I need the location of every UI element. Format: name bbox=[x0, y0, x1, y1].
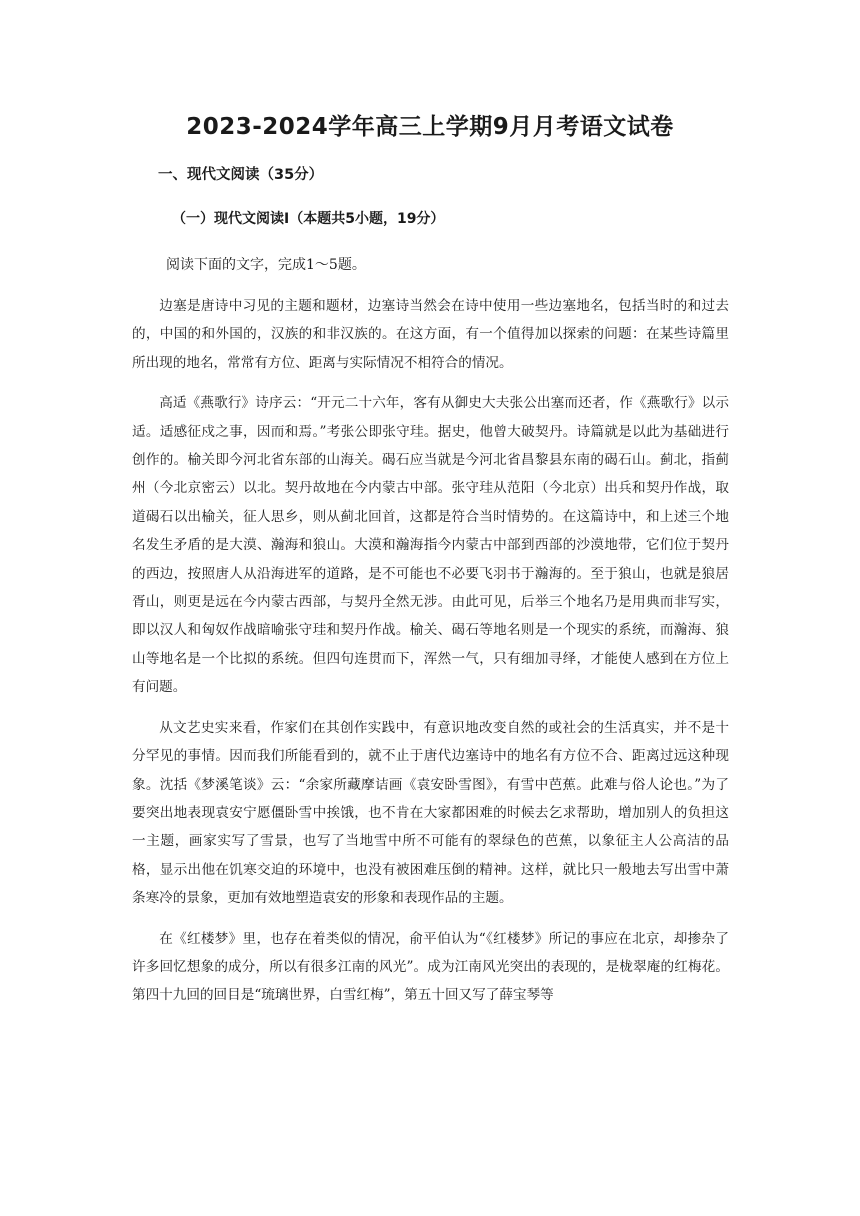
reading-passage bbox=[132, 292, 729, 1022]
passage-paragraph: 边塞是唐诗中习见的主题和题材，边塞诗当然会在诗中使用一些边塞地名，包括当时的和过去的，中国的和外国的，汉族的和非汉族的。在这方面，有一个值得加以探索的问题：在某些诗篇里所出现的地名，常常有方位、距离与实际情况不相符合的情况。 bbox=[132, 298, 729, 371]
passage-paragraph: 高适《燕歌行》诗序云：“开元二十六年，客有从御史大夫张公出塞而还者，作《燕歌行》以示适。适感征戍之事，因而和焉。”考张公即张守珪。据史，他曾大破契丹。诗篇就是以此为基础进行创作的。榆关即今河北省东部的山海关。碣石应当就是今河北省昌黎县东南的碣石山。蓟北，指蓟州（今北京密云）以北。契丹故地在今内蒙古中部。张守珪从范阳（今北京）出兵和契丹作战，取道碣石以出榆关，征人思乡，则从蓟北回首，这都是符合当时情势的。在这篇诗中，和上述三个地名发生矛盾的是大漠、瀚海和狼山。大漠和瀚海指今内蒙古中部到西部的沙漠地带，它们位于契丹的西边，按照唐人从沿海进军的道路，是不可能也不必要飞羽书于瀚海的。至于狼山，也就是狼居胥山，则更是远在今内蒙古西部，与契丹全然无涉。由此可见，后举三个地名乃是用典而非写实，即以汉人和匈奴作战暗喻张守珪和契丹作战。榆关、碣石等地名则是一个现实的系统，而瀚海、狼山等地名是一个比拟的系统。但四句连贯而下，浑然一气，只有细加寻绎，才能使人感到在方位上有问题。 bbox=[132, 395, 729, 696]
reading-instruction: 阅读下面的文字，完成1～5题。 bbox=[166, 257, 366, 273]
subsection-heading-reading-one: （一）现代文阅读Ⅰ（本题共5小题，19分） bbox=[172, 211, 445, 227]
passage-paragraph: 从文艺史实来看，作家们在其创作实践中，有意识地改变自然的或社会的生活真实，并不是十分罕见的事情。因而我们所能看到的，就不止于唐代边塞诗中的地名有方位不合、距离过远这种现象。沈括《梦溪笔谈》云：“余家所藏摩诘画《袁安卧雪图》，有雪中芭蕉。此难与俗人论也。”为了要突出地表现袁安宁愿僵卧雪中挨饿，也不肯在大家都困难的时候去乞求帮助，增加别人的负担这一主题，画家实写了雪景，也写了当地雪中所不可能有的翠绿色的芭蕉，以象征主人公高洁的品格，显示出他在饥寒交迫的环境中，也没有被困难压倒的精神。这样，就比只一般地去写出雪中萧条寒冷的景象，更加有效地塑造袁安的形象和表现作品的主题。 bbox=[132, 719, 729, 907]
passage-paragraph: 在《红楼梦》里，也存在着类似的情况，俞平伯认为“《红楼梦》所记的事应在北京，却掺杂了许多回忆想象的成分，所以有很多江南的风光”。成为江南风光突出的表现的，是栊翠庵的红梅花。第四十九回的回目是“琉璃世界，白雪红梅”，第五十回又写了薛宝琴等 bbox=[132, 930, 729, 1004]
exam-title: 2023-2024学年高三上学期9月月考语文试卷 bbox=[186, 114, 674, 140]
section-heading-modern-reading: 一、现代文阅读（35分） bbox=[158, 167, 324, 183]
